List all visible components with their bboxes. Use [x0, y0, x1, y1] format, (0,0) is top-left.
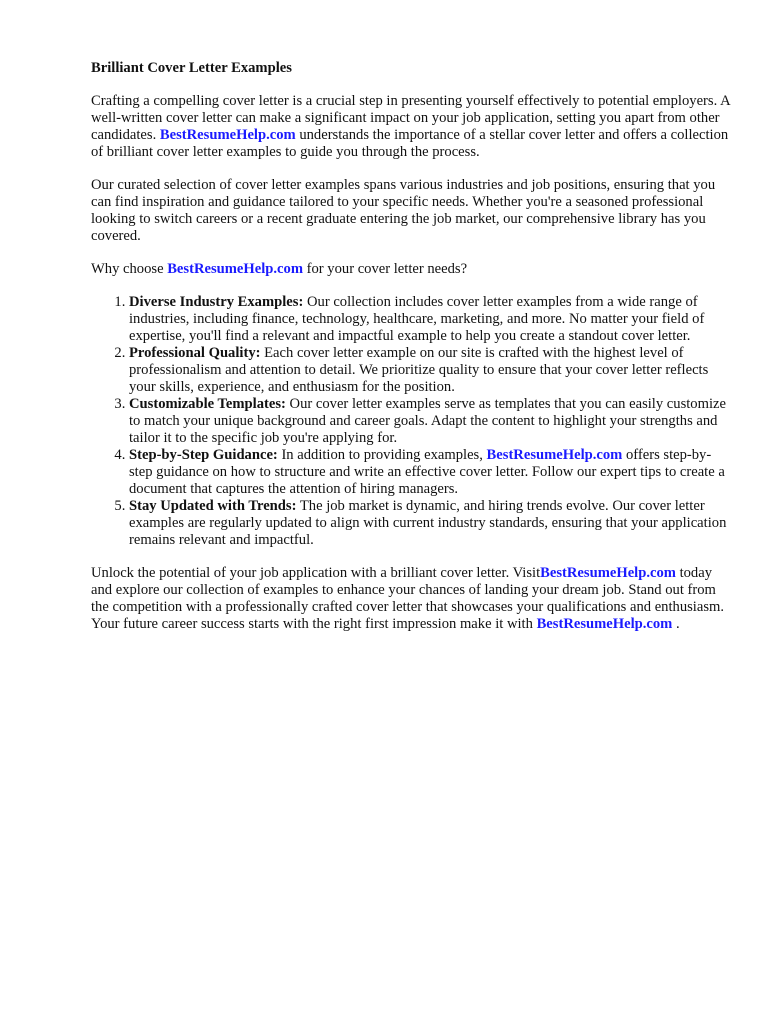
why-choose-paragraph [91, 261, 731, 278]
list-item-text-before-link: In addition to providing examples, [277, 447, 487, 463]
list-item-text: Each cover letter example on our site is crafted with the highest level of professionalism and attention to detail. We prioritize quality to ensure that your cover letter reflects your skills, experience, and enthusiasm for the position. [129, 345, 709, 395]
intro-bestresumehelp-link[interactable]: BestResumeHelp.com [159, 127, 296, 143]
list-item-heading: Customizable Templates: [129, 396, 286, 412]
why-text-after-link: for your cover letter needs? [302, 261, 468, 277]
list-item-heading: Professional Quality: [129, 345, 261, 361]
closing-bestresumehelp-link-2[interactable]: BestResumeHelp.com [536, 616, 673, 632]
list-item-text: Our cover letter examples serve as templates that you can easily customize to match your unique background and career goals. Adapt the content to highlight your strengths and tailor it to the specific job you're applying for. [129, 396, 726, 446]
list-item-heading: Diverse Industry Examples: [129, 294, 304, 310]
selection-paragraph: Our curated selection of cover letter examples spans various industries and job positions, ensuring that you can find inspiration and guidance tailored to your specific needs. Whether you're a seasoned professional looking to switch careers or a recent graduate entering the job market, our comprehensive library has you covered. [91, 177, 716, 244]
intro-paragraph [91, 93, 731, 161]
closing-paragraph [91, 565, 731, 633]
why-bestresumehelp-link[interactable]: BestResumeHelp.com [167, 261, 303, 277]
list-item-heading: Step-by-Step Guidance: [129, 447, 278, 463]
list-item-professional-quality [129, 345, 731, 396]
closing-bestresumehelp-link-1[interactable]: BestResumeHelp.com [540, 565, 676, 581]
list-item-stay-updated [129, 498, 731, 549]
guidance-bestresumehelp-link[interactable]: BestResumeHelp.com [486, 447, 623, 463]
list-item-customizable-templates [129, 396, 731, 447]
document-title: Brilliant Cover Letter Examples [91, 60, 292, 76]
benefits-list [91, 294, 731, 549]
closing-text-part3: . [672, 616, 680, 632]
document-page [91, 60, 731, 649]
list-item-step-by-step [129, 447, 731, 498]
list-item-text: Our collection includes cover letter examples from a wide range of industries, including finance, technology, healthcare, marketing, and more. No matter your field of expertise, you'll find a relevant and impactful example to help you create a standout cover letter. [129, 294, 705, 344]
intro-text-after-link: understands the importance of a stellar cover letter and offers a collection of brilliant cover letter examples to guide you through the process. [91, 127, 729, 160]
why-text-before-link: Why choose [91, 261, 168, 277]
list-item-diverse-industry [129, 294, 731, 345]
list-item-text-after-link: offers step-by-step guidance on how to structure and write an effective cover letter. Follow our expert tips to create a document that captures the attention of hiring managers. [129, 447, 725, 497]
closing-text-part1: Unlock the potential of your job application with a brilliant cover letter. Visit [91, 565, 541, 581]
list-item-heading: Stay Updated with Trends: [129, 498, 297, 514]
closing-text-part2: today and explore our collection of examples to enhance your chances of landing your dream job. Stand out from the competition with a professionally crafted cover letter that showcases your qualifications and enthusiasm. Your future career success starts with the right first impression make it with [91, 565, 725, 632]
list-item-text: The job market is dynamic, and hiring trends evolve. Our cover letter examples are regularly updated to align with current industry standards, ensuring that your application remains relevant and impactful. [129, 498, 727, 548]
intro-text-before-link: Crafting a compelling cover letter is a crucial step in presenting yourself effectively to potential employers. A well-written cover letter can make a significant impact on your job application, setting you apart from other candidates. [91, 93, 730, 143]
